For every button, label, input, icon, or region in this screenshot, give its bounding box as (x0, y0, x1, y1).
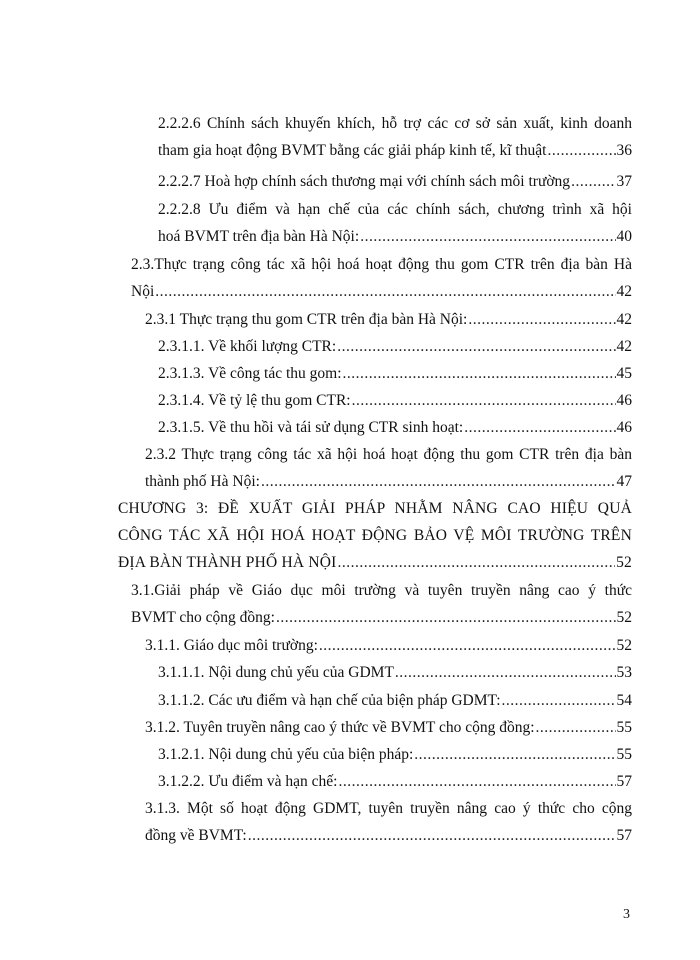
toc-entry-3-1-2-2[interactable] (158, 768, 632, 795)
toc-entry-text: 2.3.1.3. Về công tác thu gom: (158, 365, 342, 382)
toc-entry-text: 2.3.1.1. Về khối lượng CTR: (158, 338, 337, 355)
toc-entry-text: 3.1.1.2. Các ưu điểm và hạn chế của biện pháp GDMT: (158, 692, 501, 709)
toc-entry-2-2-2-6[interactable] (158, 110, 632, 164)
toc-page-number: 36 (616, 142, 632, 159)
dot-leader (338, 768, 615, 795)
toc-entry-2-3-1-1[interactable] (158, 333, 632, 360)
toc-entry-3-1[interactable] (131, 577, 632, 631)
toc-entry-text: 2.2.2.8 Ưu điểm và hạn chế của các chính sách, chương trình xã hội (158, 201, 632, 218)
toc-entry-text: thành phố Hà Nội: (145, 473, 260, 490)
toc-entry-text: 3.1.2.2. Ưu điểm và hạn chế: (158, 773, 338, 790)
toc-entry-text: Nội (131, 283, 155, 300)
toc-page-number: 52 (616, 637, 632, 654)
toc-entry-3-1-1-1[interactable] (158, 659, 632, 686)
toc-entry-text: tham gia hoạt động BVMT bằng các giải pháp kinh tế, kĩ thuật (158, 142, 547, 159)
dot-leader (360, 223, 615, 250)
toc-page-number: 42 (616, 338, 632, 355)
dot-leader (468, 306, 615, 333)
dot-leader (414, 741, 615, 768)
toc-entry-3-1-2[interactable] (145, 714, 632, 741)
toc-entry-text: 3.1.3. Một số hoạt động GDMT, tuyên truyền nâng cao ý thức cho cộng (145, 800, 632, 817)
toc-entry-text: 2.2.2.6 Chính sách khuyến khích, hỗ trợ các cơ sở sản xuất, kinh doanh (158, 115, 632, 132)
toc-entry-text: 3.1.Giải pháp về Giáo dục môi trường và tuyên truyền nâng cao ý thức (131, 582, 632, 599)
toc-page-number: 55 (616, 719, 632, 736)
toc-entry-text: 2.3.Thực trạng công tác xã hội hoá hoạt động thu gom CTR trên địa bàn Hà (131, 256, 632, 273)
dot-leader (261, 468, 616, 495)
toc-page-number: 52 (616, 554, 632, 571)
toc-entry-text: 3.1.1.1. Nội dung chủ yếu của GDMT (158, 664, 394, 681)
dot-leader (248, 822, 616, 849)
dot-leader (319, 632, 616, 659)
dot-leader (276, 604, 616, 631)
toc-entry-text: 3.1.2. Tuyên truyền nâng cao ý thức về BVMT cho cộng đồng: (145, 719, 535, 736)
toc-entry-text: BVMT cho cộng đồng: (131, 609, 275, 626)
dot-leader (155, 278, 615, 305)
toc-page-number: 46 (616, 392, 632, 409)
dot-leader (337, 333, 615, 360)
toc-page-number: 37 (616, 173, 632, 190)
toc-entry-2-3-1-4[interactable] (158, 387, 632, 414)
toc-entry-3-1-1[interactable] (145, 632, 632, 659)
toc-entry-2-3-1-3[interactable] (158, 360, 632, 387)
toc-entry-text: 2.3.1.4. Về tỷ lệ thu gom CTR: (158, 392, 351, 409)
dot-leader (338, 549, 616, 576)
toc-entry-2-3-1-5[interactable] (158, 414, 632, 441)
toc-entry-2-2-2-7[interactable] (158, 168, 632, 195)
toc-entry-text: 2.3.1 Thực trạng thu gom CTR trên địa bàn Hà Nội: (145, 311, 468, 328)
toc-page-number: 42 (616, 283, 632, 300)
dot-leader (464, 414, 615, 441)
toc-page-number: 52 (616, 609, 632, 626)
toc-entry-text: CÔNG TÁC XÃ HỘI HOÁ HOẠT ĐỘNG BẢO VỆ MÔI TRƯỜNG TRÊN (118, 527, 632, 544)
toc-page-number: 57 (616, 827, 632, 844)
toc-entry-3-1-1-2[interactable] (158, 687, 632, 714)
toc-page-number: 54 (616, 692, 632, 709)
toc-page-number: 42 (616, 311, 632, 328)
toc-entry-text: 2.3.1.5. Về thu hồi và tái sử dụng CTR sinh hoạt: (158, 419, 464, 436)
toc-page-number: 45 (616, 365, 632, 382)
dot-leader (536, 714, 616, 741)
toc-entry-text: 2.2.2.7 Hoà hợp chính sách thương mại với chính sách môi trường (158, 173, 571, 190)
toc-entry-2-2-2-8[interactable] (158, 196, 632, 250)
toc-entry-text: 3.1.2.1. Nội dung chủ yếu của biện pháp: (158, 746, 414, 763)
dot-leader (395, 659, 616, 686)
toc-entry-text: hoá BVMT trên địa bàn Hà Nội: (158, 228, 360, 245)
dot-leader (343, 360, 616, 387)
dot-leader (502, 687, 616, 714)
toc-entry-text: 3.1.1. Giáo dục môi trường: (145, 637, 318, 654)
dot-leader (352, 387, 616, 414)
toc-page-number: 57 (616, 773, 632, 790)
toc-page-number: 55 (616, 746, 632, 763)
toc-entry-3-1-2-1[interactable] (158, 741, 632, 768)
toc-entry-text: 2.3.2 Thực trạng công tác xã hội hoá hoạt động thu gom CTR trên địa bàn (145, 446, 632, 463)
page-number: 3 (623, 907, 630, 922)
toc-page-number: 46 (616, 419, 632, 436)
dot-leader (547, 137, 615, 164)
toc-entry-2-3-1[interactable] (145, 306, 632, 333)
toc-entry-2-3-2[interactable] (145, 441, 632, 495)
toc-entry-2-3[interactable] (131, 251, 632, 305)
toc-page-number: 53 (616, 664, 632, 681)
toc-entry-3-1-3[interactable] (145, 795, 632, 849)
toc-page-number: 40 (616, 228, 632, 245)
toc-entry-chapter-3[interactable] (118, 495, 632, 576)
toc-entry-text: ĐỊA BÀN THÀNH PHỐ HÀ NỘI (118, 554, 337, 571)
toc-entry-text: đồng về BVMT: (145, 827, 247, 844)
toc-page-number: 47 (616, 473, 632, 490)
dot-leader (571, 168, 615, 195)
toc-entry-text: CHƯƠNG 3: ĐỀ XUẤT GIẢI PHÁP NHẰM NÂNG CAO HIỆU QUẢ (118, 500, 632, 517)
